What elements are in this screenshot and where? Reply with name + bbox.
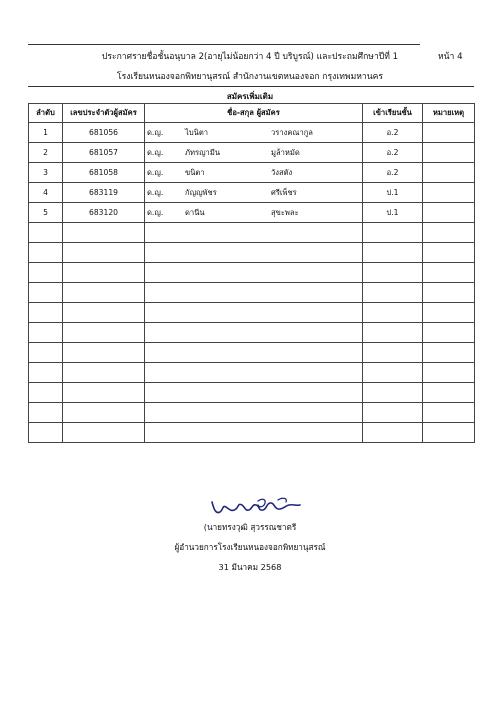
empty-cell	[423, 283, 475, 303]
empty-cell	[423, 323, 475, 343]
cell-full-name	[145, 123, 363, 143]
empty-cell	[145, 323, 363, 343]
empty-cell	[63, 423, 145, 443]
column-header-full-name: ชื่อ-สกุล ผู้สมัคร	[145, 104, 363, 123]
last-name: สุขะพละ	[271, 208, 299, 217]
header-bottom-rule	[28, 86, 474, 87]
empty-table-row	[29, 263, 475, 283]
applicant-table	[28, 103, 475, 443]
empty-cell	[29, 343, 63, 363]
empty-cell	[423, 343, 475, 363]
empty-cell	[145, 223, 363, 243]
empty-cell	[63, 243, 145, 263]
empty-cell	[63, 303, 145, 323]
column-header-remarks: หมายเหตุ	[423, 104, 475, 123]
empty-cell	[145, 403, 363, 423]
empty-cell	[423, 403, 475, 423]
empty-table-row	[29, 323, 475, 343]
cell-remarks	[423, 163, 475, 183]
empty-cell	[363, 323, 423, 343]
empty-cell	[423, 383, 475, 403]
empty-cell	[363, 343, 423, 363]
cell-order: 1	[29, 123, 63, 143]
signature-date: 31 มีนาคม 2568	[218, 562, 282, 572]
table-header-row	[29, 104, 475, 123]
empty-cell	[363, 243, 423, 263]
empty-cell	[29, 403, 63, 423]
page-number: หน้า 4	[438, 52, 463, 62]
cell-order: 5	[29, 203, 63, 223]
empty-cell	[423, 243, 475, 263]
empty-cell	[63, 223, 145, 243]
name-prefix: ด.ญ.	[147, 128, 164, 137]
column-header-order: ลำดับ	[29, 104, 63, 123]
empty-cell	[63, 383, 145, 403]
table-row	[29, 183, 475, 203]
empty-table-row	[29, 383, 475, 403]
empty-table-row	[29, 303, 475, 323]
cell-applicant-id: 681056	[63, 123, 145, 143]
cell-remarks	[423, 123, 475, 143]
empty-cell	[145, 243, 363, 263]
first-name: ไบนิตา	[185, 128, 209, 137]
empty-cell	[29, 263, 63, 283]
empty-table-row	[29, 403, 475, 423]
empty-cell	[145, 283, 363, 303]
empty-cell	[363, 383, 423, 403]
announcement-title: ประกาศรายชื่อชั้นอนุบาล 2(อายุไม่น้อยกว่า 4 ปี บริบูรณ์) และประถมศึกษาปีที่ 1	[101, 52, 399, 62]
empty-table-row	[29, 243, 475, 263]
empty-table-row	[29, 343, 475, 363]
empty-table-row	[29, 423, 475, 443]
table-row	[29, 123, 475, 143]
name-prefix: ด.ญ.	[147, 208, 164, 217]
cell-grade: อ.2	[363, 163, 423, 183]
empty-table-row	[29, 283, 475, 303]
empty-cell	[423, 363, 475, 383]
empty-cell	[29, 423, 63, 443]
empty-cell	[63, 323, 145, 343]
empty-cell	[29, 243, 63, 263]
table-row	[29, 163, 475, 183]
cell-grade: ป.1	[363, 203, 423, 223]
cell-applicant-id: 683119	[63, 183, 145, 203]
empty-cell	[29, 283, 63, 303]
empty-cell	[29, 383, 63, 403]
cell-order: 3	[29, 163, 63, 183]
cell-remarks	[423, 183, 475, 203]
cell-full-name	[145, 163, 363, 183]
empty-table-row	[29, 223, 475, 243]
table-body	[29, 123, 475, 443]
signer-name: (นายทรงวุฒิ สุวรรณชาตรี	[203, 522, 297, 532]
first-name: ขนิตา	[185, 168, 205, 177]
empty-cell	[363, 303, 423, 323]
school-name: โรงเรียนหนองจอกพิทยานุสรณ์ สำนักงานเขตหนองจอก กรุงเทพมหานคร	[117, 72, 383, 82]
empty-cell	[63, 363, 145, 383]
header-top-rule	[28, 44, 420, 45]
table-row	[29, 143, 475, 163]
empty-cell	[423, 423, 475, 443]
empty-cell	[63, 343, 145, 363]
first-name: กัญญพัชร	[185, 188, 217, 197]
column-header-applicant-id: เลขประจำตัวผู้สมัคร	[63, 104, 145, 123]
cell-applicant-id: 681057	[63, 143, 145, 163]
empty-cell	[363, 223, 423, 243]
table-row	[29, 203, 475, 223]
empty-cell	[29, 323, 63, 343]
cell-remarks	[423, 203, 475, 223]
empty-table-row	[29, 363, 475, 383]
empty-cell	[423, 263, 475, 283]
cell-grade: อ.2	[363, 123, 423, 143]
empty-cell	[29, 303, 63, 323]
cell-applicant-id: 681058	[63, 163, 145, 183]
last-name: มูล้าหมัด	[271, 148, 300, 157]
empty-cell	[363, 263, 423, 283]
empty-cell	[363, 283, 423, 303]
cell-order: 4	[29, 183, 63, 203]
empty-cell	[423, 303, 475, 323]
first-name: ภัทรญามีน	[185, 148, 221, 157]
cell-order: 2	[29, 143, 63, 163]
cell-grade: ป.1	[363, 183, 423, 203]
empty-cell	[363, 363, 423, 383]
empty-cell	[63, 283, 145, 303]
empty-cell	[145, 343, 363, 363]
first-name: ดานีน	[185, 208, 205, 217]
name-prefix: ด.ญ.	[147, 148, 164, 157]
empty-cell	[363, 403, 423, 423]
signer-position: ผู้อำนวยการโรงเรียนหนองจอกพิทยานุสรณ์	[174, 542, 326, 552]
empty-cell	[63, 263, 145, 283]
empty-cell	[63, 403, 145, 423]
empty-cell	[145, 303, 363, 323]
cell-grade: อ.2	[363, 143, 423, 163]
cell-full-name	[145, 143, 363, 163]
cell-full-name	[145, 203, 363, 223]
signature-image	[208, 494, 304, 518]
empty-cell	[145, 423, 363, 443]
column-header-grade: เข้าเรียนชั้น	[363, 104, 423, 123]
section-title: สมัครเพิ่มเติม	[226, 92, 274, 101]
last-name: วรางคณากูล	[271, 128, 313, 137]
name-prefix: ด.ญ.	[147, 188, 164, 197]
last-name: วังสตัง	[271, 168, 293, 177]
empty-cell	[145, 383, 363, 403]
cell-full-name	[145, 183, 363, 203]
cell-applicant-id: 683120	[63, 203, 145, 223]
empty-cell	[423, 223, 475, 243]
name-prefix: ด.ญ.	[147, 168, 164, 177]
last-name: ศรีเพ็ชร	[271, 188, 297, 197]
empty-cell	[145, 363, 363, 383]
empty-cell	[145, 263, 363, 283]
empty-cell	[29, 223, 63, 243]
empty-cell	[29, 363, 63, 383]
empty-cell	[363, 423, 423, 443]
cell-remarks	[423, 143, 475, 163]
